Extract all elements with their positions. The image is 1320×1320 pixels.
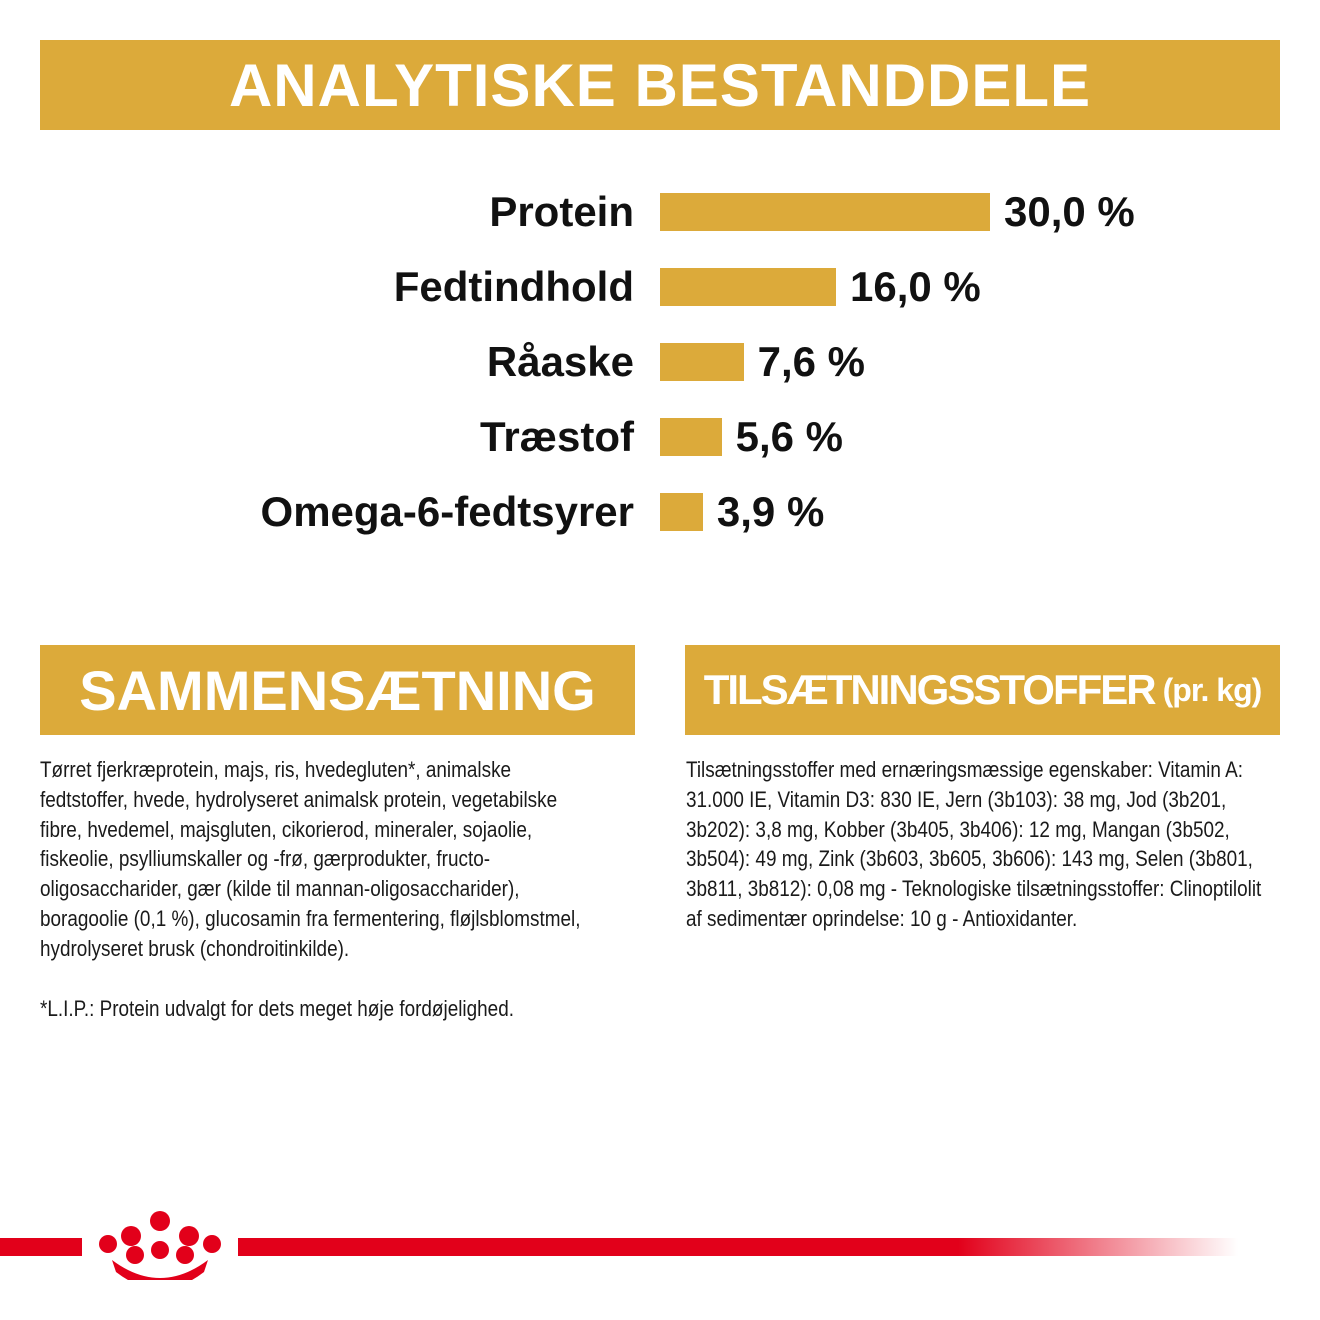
data-label: 5,6 % [735,413,843,460]
additives-subtitle: (pr. kg) [1162,671,1262,708]
category-label: Træstof [479,413,634,460]
category-label: Omega-6-fedtsyrer [260,488,634,535]
footer-brand-bar [0,1180,1320,1280]
composition-text: Tørret fjerkræprotein, majs, ris, hvedegluten*, animalske fedtstoffer, hvede, hydrolyseret animalsk protein, vegetabilske fibre, hvedemel, majsgluten, cikorierod, mineraler, sojaolie, fiskeolie, psylliumskaller og -frø, gærprodukter, fructo-oligosaccharider, gær (kilde til mannan-oligosaccharider), boragoolie (0,1 %), glucosamin fra fermentering, fløjlsblomstmel, hydrolyseret brusk (chondroitinkilde). [40,757,581,961]
composition-note: *L.I.P.: Protein udvalgt for dets meget høje fordøjelighed. [40,995,514,1021]
footer-line-left [0,1238,82,1256]
chart-row [0,482,1320,542]
composition-header-banner [40,645,635,735]
additives-section [686,755,1279,934]
data-label: 16,0 % [850,263,981,310]
crown-icon [99,1211,221,1280]
analytical-title: ANALYTISKE BESTANDDELE [228,51,1092,119]
data-bar [660,343,744,381]
data-label: 3,9 % [716,488,825,535]
data-bar [660,493,703,531]
data-label: 30,0 % [1004,188,1135,235]
additives-title: TILSÆTNINGSSTOFFER [703,666,1155,713]
composition-title: SAMMENSÆTNING [79,658,596,722]
footer-line-right [238,1238,1238,1256]
data-bar [660,418,722,456]
data-bar [660,268,836,306]
analytical-header-banner [40,40,1280,130]
category-label: Protein [489,188,634,235]
additives-header-banner [685,645,1280,735]
data-bar [660,193,990,231]
chart-row [0,257,1320,317]
chart-row [0,407,1320,467]
category-label: Råaske [486,338,634,385]
chart-row [0,332,1320,392]
category-label: Fedtindhold [393,263,634,310]
additives-text: Tilsætningsstoffer med ernæringsmæssige egenskaber: Vitamin A: 31.000 IE, Vitamin D3: 830 IE, Jern (3b103): 38 mg, Jod (3b201, 3b202): 3,8 mg, Kobber (3b405, 3b406): 12 mg, Mangan (3b502, 3b504): 49 mg, Zink (3b603, 3b605, 3b606): 143 mg, Selen (3b801, 3b811, 3b812): 0,08 mg - Teknologiske tilsætningsstoffer: Clinoptilolit af sedimentær oprindelse: 10 g - Antioxidanter. [686,757,1262,931]
composition-section [40,755,599,1023]
data-label: 7,6 % [757,338,865,385]
chart-row [0,182,1320,242]
